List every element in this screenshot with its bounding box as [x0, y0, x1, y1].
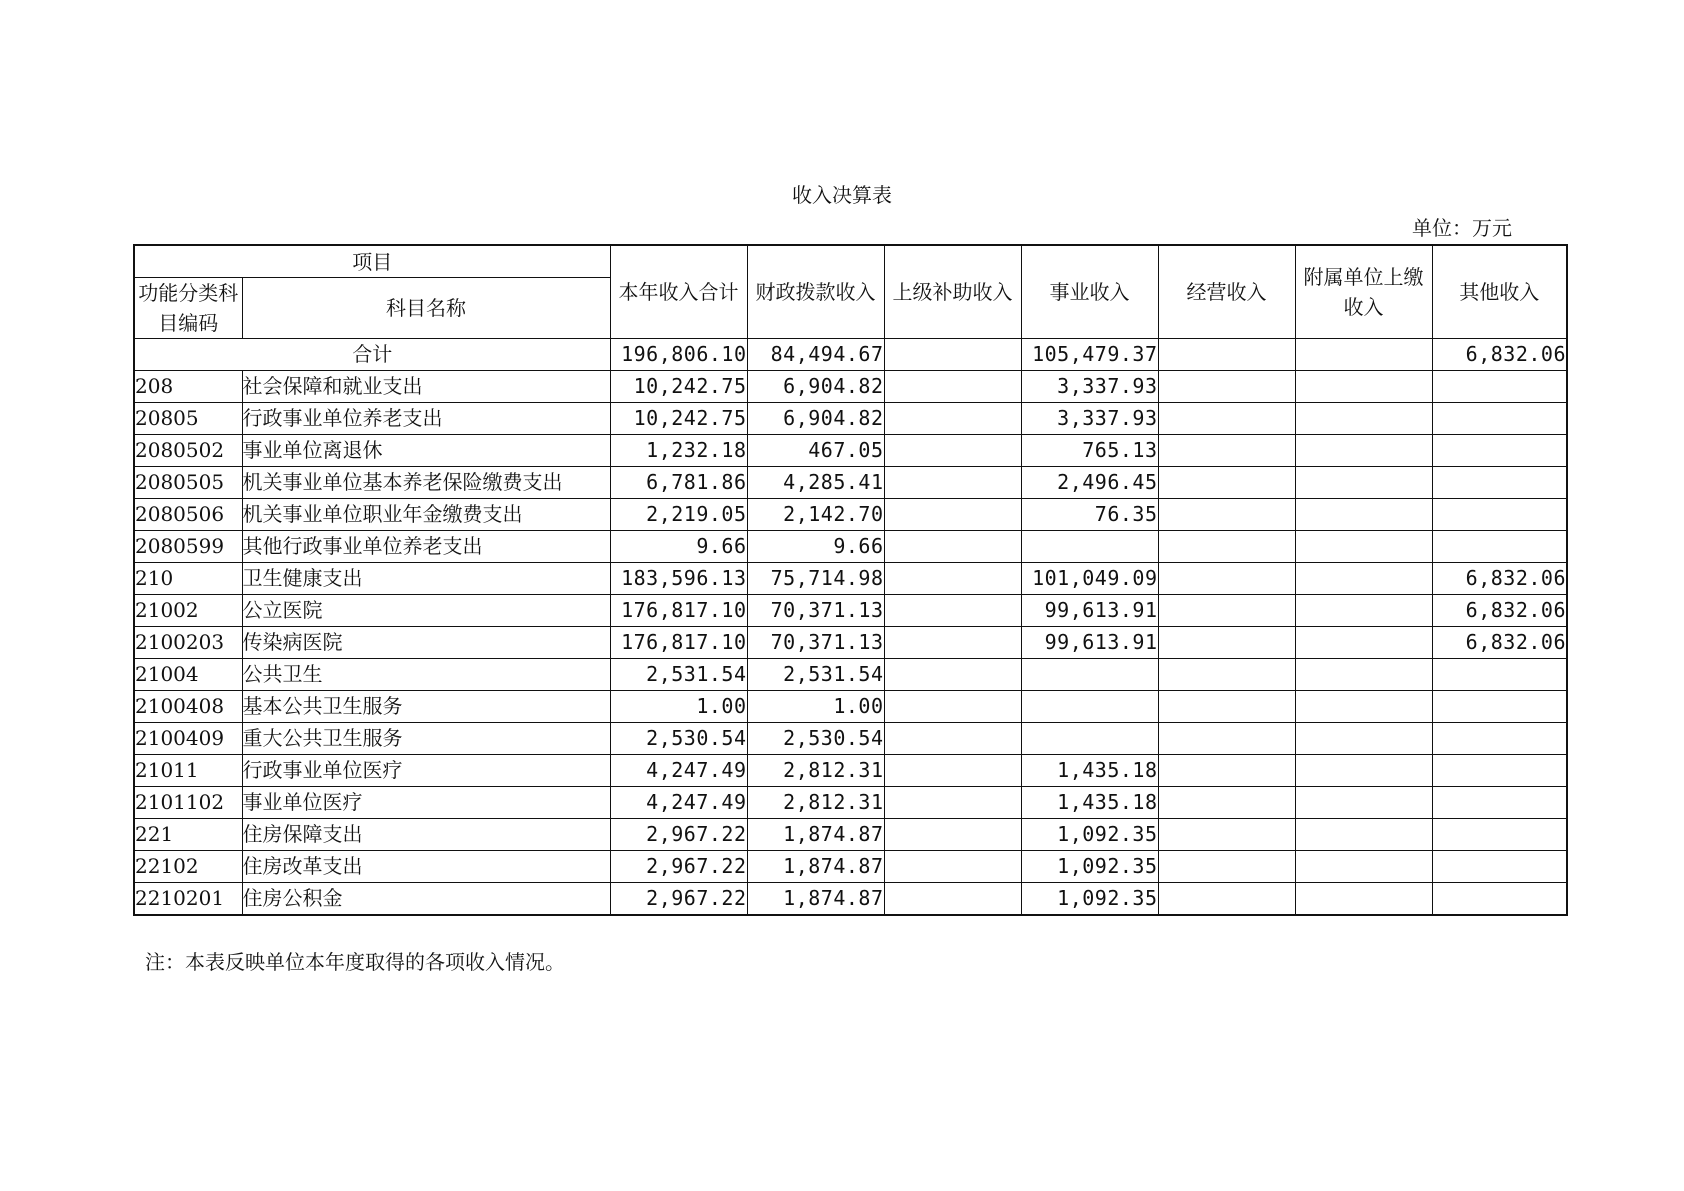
row-subject-name: 行政事业单位医疗	[242, 755, 610, 787]
row-operating	[1158, 659, 1295, 691]
row-business: 1,092.35	[1021, 883, 1158, 916]
row-operating	[1158, 499, 1295, 531]
header-other-income: 其他收入	[1432, 245, 1567, 339]
row-subject-name: 基本公共卫生服务	[242, 691, 610, 723]
row-business: 1,435.18	[1021, 787, 1158, 819]
row-other	[1432, 499, 1567, 531]
row-other: 6,832.06	[1432, 595, 1567, 627]
row-subject-name: 住房改革支出	[242, 851, 610, 883]
row-other: 6,832.06	[1432, 627, 1567, 659]
row-fiscal: 4,285.41	[747, 467, 884, 499]
row-business: 1,092.35	[1021, 819, 1158, 851]
row-total: 1,232.18	[610, 435, 747, 467]
table-row	[134, 499, 1567, 531]
row-other	[1432, 371, 1567, 403]
unit-label: 单位：万元	[1412, 216, 1512, 240]
table-row	[134, 435, 1567, 467]
table-row	[134, 531, 1567, 563]
document-title: 收入决算表	[792, 183, 892, 207]
row-affiliated	[1295, 627, 1432, 659]
row-subject-name: 公立医院	[242, 595, 610, 627]
row-other	[1432, 659, 1567, 691]
row-fiscal: 2,812.31	[747, 755, 884, 787]
row-total: 183,596.13	[610, 563, 747, 595]
row-fiscal: 70,371.13	[747, 595, 884, 627]
row-operating	[1158, 627, 1295, 659]
total-other: 6,832.06	[1432, 339, 1567, 371]
row-affiliated	[1295, 723, 1432, 755]
row-code: 21011	[134, 755, 242, 787]
table-row	[134, 787, 1567, 819]
row-subject-name: 住房保障支出	[242, 819, 610, 851]
row-subject-name: 机关事业单位基本养老保险缴费支出	[242, 467, 610, 499]
row-superior	[884, 371, 1021, 403]
row-total: 4,247.49	[610, 787, 747, 819]
row-business	[1021, 723, 1158, 755]
row-total: 2,219.05	[610, 499, 747, 531]
table-note: 注：本表反映单位本年度取得的各项收入情况。	[145, 950, 565, 974]
row-operating	[1158, 563, 1295, 595]
row-code: 2101102	[134, 787, 242, 819]
row-superior	[884, 659, 1021, 691]
row-affiliated	[1295, 659, 1432, 691]
row-code: 2100203	[134, 627, 242, 659]
row-superior	[884, 723, 1021, 755]
row-affiliated	[1295, 595, 1432, 627]
total-fiscal: 84,494.67	[747, 339, 884, 371]
row-fiscal: 70,371.13	[747, 627, 884, 659]
row-other	[1432, 755, 1567, 787]
row-subject-name: 重大公共卫生服务	[242, 723, 610, 755]
row-code: 2080502	[134, 435, 242, 467]
total-business: 105,479.37	[1021, 339, 1158, 371]
header-function-code: 功能分类科目编码	[134, 278, 242, 339]
table-row	[134, 595, 1567, 627]
row-operating	[1158, 851, 1295, 883]
row-code: 21004	[134, 659, 242, 691]
row-fiscal: 6,904.82	[747, 403, 884, 435]
row-code: 2210201	[134, 883, 242, 916]
row-business: 765.13	[1021, 435, 1158, 467]
row-code: 2100409	[134, 723, 242, 755]
row-other	[1432, 787, 1567, 819]
row-fiscal: 1.00	[747, 691, 884, 723]
table-row	[134, 467, 1567, 499]
table-row	[134, 627, 1567, 659]
row-business: 1,092.35	[1021, 851, 1158, 883]
row-affiliated	[1295, 851, 1432, 883]
row-other	[1432, 403, 1567, 435]
row-code: 20805	[134, 403, 242, 435]
row-total: 10,242.75	[610, 403, 747, 435]
row-superior	[884, 467, 1021, 499]
table-row	[134, 371, 1567, 403]
row-subject-name: 社会保障和就业支出	[242, 371, 610, 403]
table-row	[134, 819, 1567, 851]
row-fiscal: 6,904.82	[747, 371, 884, 403]
header-operating-income: 经营收入	[1158, 245, 1295, 339]
header-superior-subsidy: 上级补助收入	[884, 245, 1021, 339]
row-superior	[884, 435, 1021, 467]
row-business: 76.35	[1021, 499, 1158, 531]
row-subject-name: 行政事业单位养老支出	[242, 403, 610, 435]
row-total: 2,531.54	[610, 659, 747, 691]
row-total: 176,817.10	[610, 627, 747, 659]
row-superior	[884, 595, 1021, 627]
row-subject-name: 传染病医院	[242, 627, 610, 659]
row-code: 2080506	[134, 499, 242, 531]
row-other	[1432, 723, 1567, 755]
row-subject-name: 事业单位医疗	[242, 787, 610, 819]
row-operating	[1158, 371, 1295, 403]
row-operating	[1158, 755, 1295, 787]
table-row	[134, 563, 1567, 595]
row-subject-name: 机关事业单位职业年金缴费支出	[242, 499, 610, 531]
row-fiscal: 2,530.54	[747, 723, 884, 755]
row-operating	[1158, 435, 1295, 467]
row-affiliated	[1295, 531, 1432, 563]
total-superior	[884, 339, 1021, 371]
row-other	[1432, 883, 1567, 916]
row-affiliated	[1295, 435, 1432, 467]
total-row	[134, 339, 1567, 371]
row-other	[1432, 531, 1567, 563]
row-total: 2,967.22	[610, 851, 747, 883]
header-affiliated-income: 附属单位上缴收入	[1295, 245, 1432, 339]
row-other	[1432, 691, 1567, 723]
row-affiliated	[1295, 403, 1432, 435]
row-superior	[884, 403, 1021, 435]
row-code: 210	[134, 563, 242, 595]
row-total: 2,530.54	[610, 723, 747, 755]
row-business: 101,049.09	[1021, 563, 1158, 595]
row-other: 6,832.06	[1432, 563, 1567, 595]
row-affiliated	[1295, 691, 1432, 723]
row-business: 99,613.91	[1021, 595, 1158, 627]
row-fiscal: 2,142.70	[747, 499, 884, 531]
row-code: 2080505	[134, 467, 242, 499]
table-body	[134, 339, 1567, 916]
row-code: 221	[134, 819, 242, 851]
row-superior	[884, 531, 1021, 563]
row-operating	[1158, 595, 1295, 627]
row-other	[1432, 819, 1567, 851]
row-affiliated	[1295, 787, 1432, 819]
header-project: 项目	[134, 245, 610, 278]
row-superior	[884, 819, 1021, 851]
row-total: 2,967.22	[610, 819, 747, 851]
row-affiliated	[1295, 563, 1432, 595]
row-total: 4,247.49	[610, 755, 747, 787]
row-fiscal: 1,874.87	[747, 819, 884, 851]
row-affiliated	[1295, 467, 1432, 499]
row-code: 2080599	[134, 531, 242, 563]
row-business	[1021, 659, 1158, 691]
row-operating	[1158, 467, 1295, 499]
row-affiliated	[1295, 499, 1432, 531]
row-business: 3,337.93	[1021, 403, 1158, 435]
row-superior	[884, 787, 1021, 819]
row-other	[1432, 467, 1567, 499]
row-business: 3,337.93	[1021, 371, 1158, 403]
row-fiscal: 2,531.54	[747, 659, 884, 691]
table-row	[134, 659, 1567, 691]
row-business: 99,613.91	[1021, 627, 1158, 659]
row-superior	[884, 755, 1021, 787]
row-total: 6,781.86	[610, 467, 747, 499]
row-affiliated	[1295, 755, 1432, 787]
total-label: 合计	[134, 339, 610, 371]
row-operating	[1158, 883, 1295, 916]
row-subject-name: 其他行政事业单位养老支出	[242, 531, 610, 563]
header-total-income: 本年收入合计	[610, 245, 747, 339]
row-operating	[1158, 787, 1295, 819]
row-superior	[884, 883, 1021, 916]
table-row	[134, 883, 1567, 916]
table-row	[134, 851, 1567, 883]
row-total: 176,817.10	[610, 595, 747, 627]
row-fiscal: 9.66	[747, 531, 884, 563]
table-row	[134, 723, 1567, 755]
income-statement-table	[133, 244, 1568, 916]
table-header	[134, 245, 1567, 339]
row-business	[1021, 531, 1158, 563]
row-other	[1432, 435, 1567, 467]
row-superior	[884, 851, 1021, 883]
row-subject-name: 事业单位离退休	[242, 435, 610, 467]
row-total: 10,242.75	[610, 371, 747, 403]
row-total: 1.00	[610, 691, 747, 723]
row-business: 1,435.18	[1021, 755, 1158, 787]
row-fiscal: 467.05	[747, 435, 884, 467]
row-subject-name: 卫生健康支出	[242, 563, 610, 595]
row-operating	[1158, 691, 1295, 723]
total-affiliated	[1295, 339, 1432, 371]
row-fiscal: 1,874.87	[747, 883, 884, 916]
row-affiliated	[1295, 883, 1432, 916]
row-subject-name: 公共卫生	[242, 659, 610, 691]
row-business: 2,496.45	[1021, 467, 1158, 499]
row-code: 22102	[134, 851, 242, 883]
table-row	[134, 755, 1567, 787]
row-operating	[1158, 531, 1295, 563]
row-total: 2,967.22	[610, 883, 747, 916]
row-total: 9.66	[610, 531, 747, 563]
row-fiscal: 2,812.31	[747, 787, 884, 819]
row-superior	[884, 691, 1021, 723]
row-other	[1432, 851, 1567, 883]
row-superior	[884, 499, 1021, 531]
row-code: 2100408	[134, 691, 242, 723]
row-business	[1021, 691, 1158, 723]
header-fiscal-income: 财政拨款收入	[747, 245, 884, 339]
row-affiliated	[1295, 819, 1432, 851]
row-subject-name: 住房公积金	[242, 883, 610, 916]
row-affiliated	[1295, 371, 1432, 403]
row-operating	[1158, 723, 1295, 755]
row-fiscal: 1,874.87	[747, 851, 884, 883]
row-superior	[884, 563, 1021, 595]
total-operating	[1158, 339, 1295, 371]
header-subject-name: 科目名称	[242, 278, 610, 339]
row-fiscal: 75,714.98	[747, 563, 884, 595]
row-operating	[1158, 403, 1295, 435]
row-superior	[884, 627, 1021, 659]
table-row	[134, 403, 1567, 435]
header-business-income: 事业收入	[1021, 245, 1158, 339]
row-operating	[1158, 819, 1295, 851]
row-code: 21002	[134, 595, 242, 627]
total-total: 196,806.10	[610, 339, 747, 371]
table-row	[134, 691, 1567, 723]
row-code: 208	[134, 371, 242, 403]
